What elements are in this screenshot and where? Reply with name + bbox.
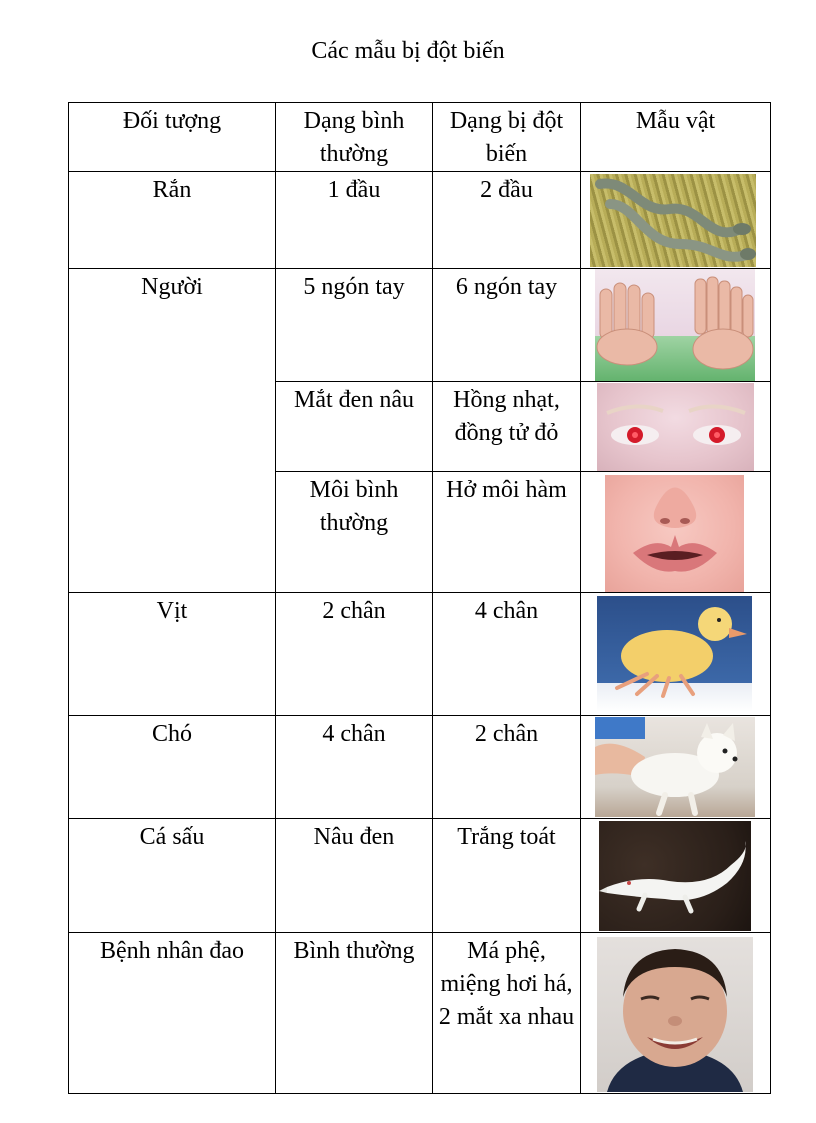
cell-normal: 2 chân	[276, 593, 433, 716]
table-row	[69, 716, 771, 819]
cell-normal: 4 chân	[276, 716, 433, 819]
table-header-row	[69, 103, 771, 172]
albino-eyes-photo	[597, 383, 754, 471]
cell-subject: Người	[69, 269, 276, 593]
cell-mutant: 6 ngón tay	[433, 269, 581, 382]
specimen-cell	[581, 172, 771, 269]
specimen-cell	[581, 593, 771, 716]
down-syndrome-patient-photo	[597, 937, 753, 1092]
table-row	[69, 172, 771, 269]
specimen-cell	[581, 933, 771, 1094]
specimen-cell	[581, 382, 771, 472]
cell-normal: Mắt đen nâu	[276, 382, 433, 472]
cell-mutant: Má phệ, miệng hơi há, 2 mắt xa nhau	[433, 933, 581, 1094]
cell-mutant: Hở môi hàm	[433, 472, 581, 593]
six-finger-hand-photo	[595, 269, 755, 381]
cell-subject: Cá sấu	[69, 819, 276, 933]
cell-normal: 5 ngón tay	[276, 269, 433, 382]
cell-normal: 1 đầu	[276, 172, 433, 269]
cleft-lip-photo	[605, 475, 744, 592]
header-specimen: Mẫu vật	[581, 103, 771, 172]
header-normal: Dạng bình thường	[276, 103, 433, 172]
cell-mutant: 2 chân	[433, 716, 581, 819]
table-row	[69, 819, 771, 933]
two-headed-snake-photo	[590, 174, 756, 267]
cell-normal: Môi bình thường	[276, 472, 433, 593]
cell-normal: Bình thường	[276, 933, 433, 1094]
four-legged-duck-photo	[597, 596, 752, 712]
table-row	[69, 933, 771, 1094]
specimen-cell	[581, 819, 771, 933]
two-legged-dog-photo	[595, 717, 755, 817]
cell-subject: Vịt	[69, 593, 276, 716]
specimen-cell	[581, 269, 771, 382]
table-row	[69, 593, 771, 716]
cell-mutant: 4 chân	[433, 593, 581, 716]
header-subject: Đối tượng	[69, 103, 276, 172]
cell-mutant: Trắng toát	[433, 819, 581, 933]
cell-mutant: Hồng nhạt, đồng tử đỏ	[433, 382, 581, 472]
albino-crocodile-photo	[599, 821, 751, 931]
page-title: Các mẫu bị đột biến	[311, 38, 505, 64]
cell-subject: Chó	[69, 716, 276, 819]
cell-mutant: 2 đầu	[433, 172, 581, 269]
cell-subject: Bệnh nhân đao	[69, 933, 276, 1094]
specimen-cell	[581, 472, 771, 593]
table-row	[69, 269, 771, 382]
mutation-table	[68, 102, 771, 1094]
cell-normal: Nâu đen	[276, 819, 433, 933]
header-mutant: Dạng bị đột biến	[433, 103, 581, 172]
specimen-cell	[581, 716, 771, 819]
cell-subject: Rắn	[69, 172, 276, 269]
